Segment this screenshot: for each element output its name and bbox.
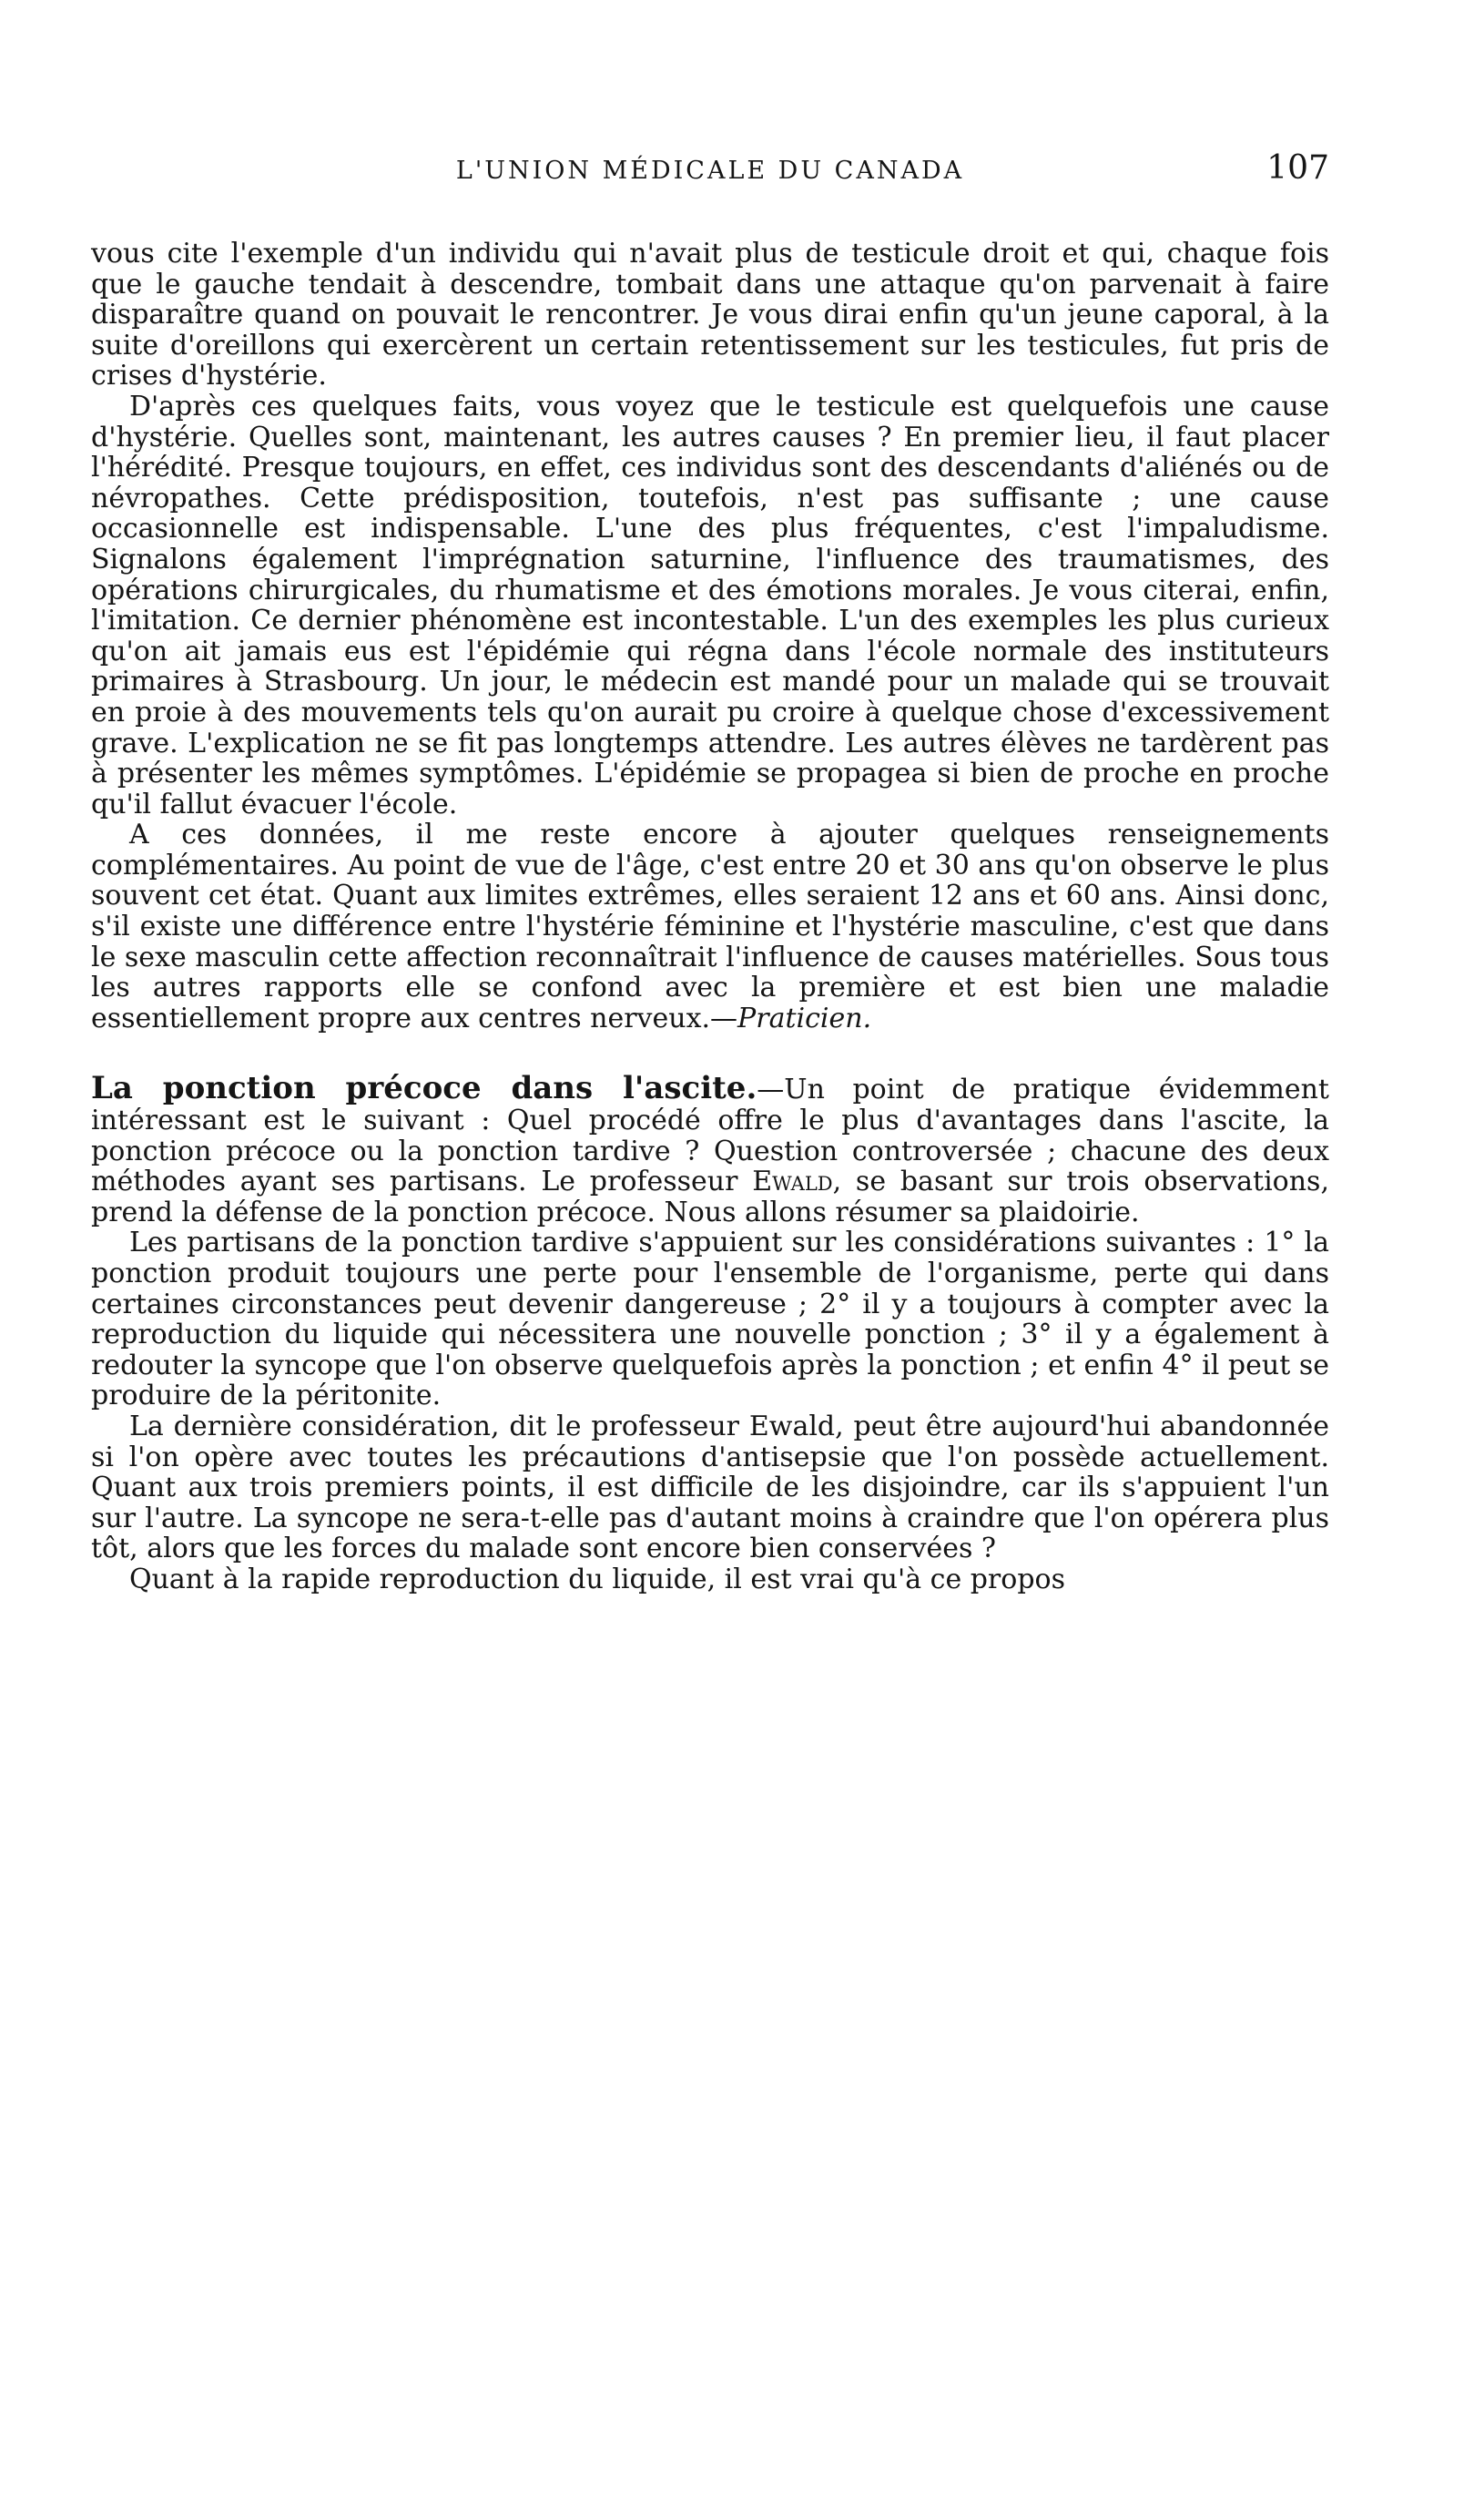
article2-lead-text: —Un point de pratique évidemment intéressant est le suivant : Quel procédé offre le plus d'avantages dans l'ascite, la ponction précoce ou la ponction tardive ? Question controversée ; chacune des deux méthodes ayant ses partisans. Le professeur <box>91 1074 1329 1198</box>
article1-paragraph-3-text: A ces données, il me reste encore à ajouter quelques renseignements complémentaires. Au point de vue de l'âge, c'est entre 20 et 30 ans qu'on observe le plus souvent cet état. Quant aux limites extrêmes, elles seraient 12 ans et 60 ans. Ainsi donc, s'il existe une différence entre l'hystérie féminine et l'hystérie masculine, c'est que dans le sexe masculin cette affection reconnaîtrait l'influence de causes matérielles. Sous tous les autres rapports elle se confond avec la première et est bien une maladie essentiellement propre aux centres nerveux.— <box>91 819 1329 1034</box>
article2-lead-paragraph <box>91 1070 1329 1228</box>
page-number: 107 <box>1266 149 1329 187</box>
running-head <box>91 149 1329 197</box>
article1-paragraph-1: vous cite l'exemple d'un individu qui n'avait plus de testicule droit et qui, chaque fois que le gauche tendait à descendre, tombait dans une attaque qu'on parvenait à faire disparaître quand on pouvait le rencontrer. Je vous dirai enfin qu'un jeune caporal, à la suite d'oreillons qui exercèrent un certain retentissement sur les testicules, fut pris de crises d'hystérie. <box>91 238 1329 392</box>
body-text <box>91 239 1329 1595</box>
article2-professor-name: Ewald <box>752 1166 833 1198</box>
article2-paragraph-4: Quant à la rapide reproduction du liquide, il est vrai qu'à ce propos <box>129 1563 1065 1595</box>
article1-paragraph-2: D'après ces quelques faits, vous voyez que le testicule est quelquefois une cause d'hystérie. Quelles sont, maintenant, les autres causes ? En premier lieu, il faut placer l'hérédité. Presque toujours, en effet, ces individus sont des descendants d'aliénés ou de névropathes. Cette prédisposition, toutefois, n'est pas suffisante ; une cause occasionnelle est indispensable. L'une des plus fréquentes, c'est l'impaludisme. Signalons également l'imprégnation saturnine, l'influence des traumatismes, des opérations chirurgicales, du rhumatisme et des émotions morales. Je vous citerai, enfin, l'imitation. Ce dernier phénomène est incontestable. L'un des exemples les plus curieux qu'on ait jamais eus est l'épidémie qui régna dans l'école normale des instituteurs primaires à Strasbourg. Un jour, le médecin est mandé pour un malade qui se trouvait en proie à des mouvements tels qu'on aurait pu croire à quelque chose d'excessivement grave. L'explication ne se fit pas longtemps attendre. Les autres élèves ne tardèrent pas à présenter les mêmes symptômes. L'épidémie se propagea si bien de proche en proche qu'il fallut évacuer l'école. <box>91 390 1329 820</box>
article2-lead-end: , se basant sur trois observations, prend la défense de la ponction précoce. Nous allons résumer sa plaidoirie. <box>91 1166 1329 1228</box>
article1-paragraph-3 <box>91 820 1329 1034</box>
journal-title: L'UNION MÉDICALE DU CANADA <box>455 157 965 185</box>
article2-paragraph-3: La dernière considération, dit le professeur Ewald, peut être aujourd'hui abandonnée si l'on opère avec toutes les précautions d'antisepsie que l'on possède actuellement. Quant aux trois premiers points, il est difficile de les disjoindre, car ils s'appuient l'un sur l'autre. La syncope ne sera-t-elle pas d'autant moins à craindre que l'on opérera plus tôt, alors que les forces du malade sont encore bien conservées ? <box>91 1410 1329 1565</box>
article1-source: Praticien. <box>737 1002 872 1034</box>
section-gap <box>91 1034 1329 1074</box>
article2-paragraph-2: Les partisans de la ponction tardive s'appuient sur les considérations suivantes : 1° la ponction produit toujours une perte pour l'ensemble de l'organisme, perte qui dans certaines circonstances peut devenir dangereuse ; 2° il y a toujours à compter avec la reproduction du liquide qui nécessitera une nouvelle ponction ; 3° il y a également à redouter la syncope que l'on observe quelquefois après la ponction ; et enfin 4° il peut se produire de la péritonite. <box>91 1227 1329 1412</box>
article2-title: La ponction précoce dans l'ascite. <box>91 1070 757 1107</box>
